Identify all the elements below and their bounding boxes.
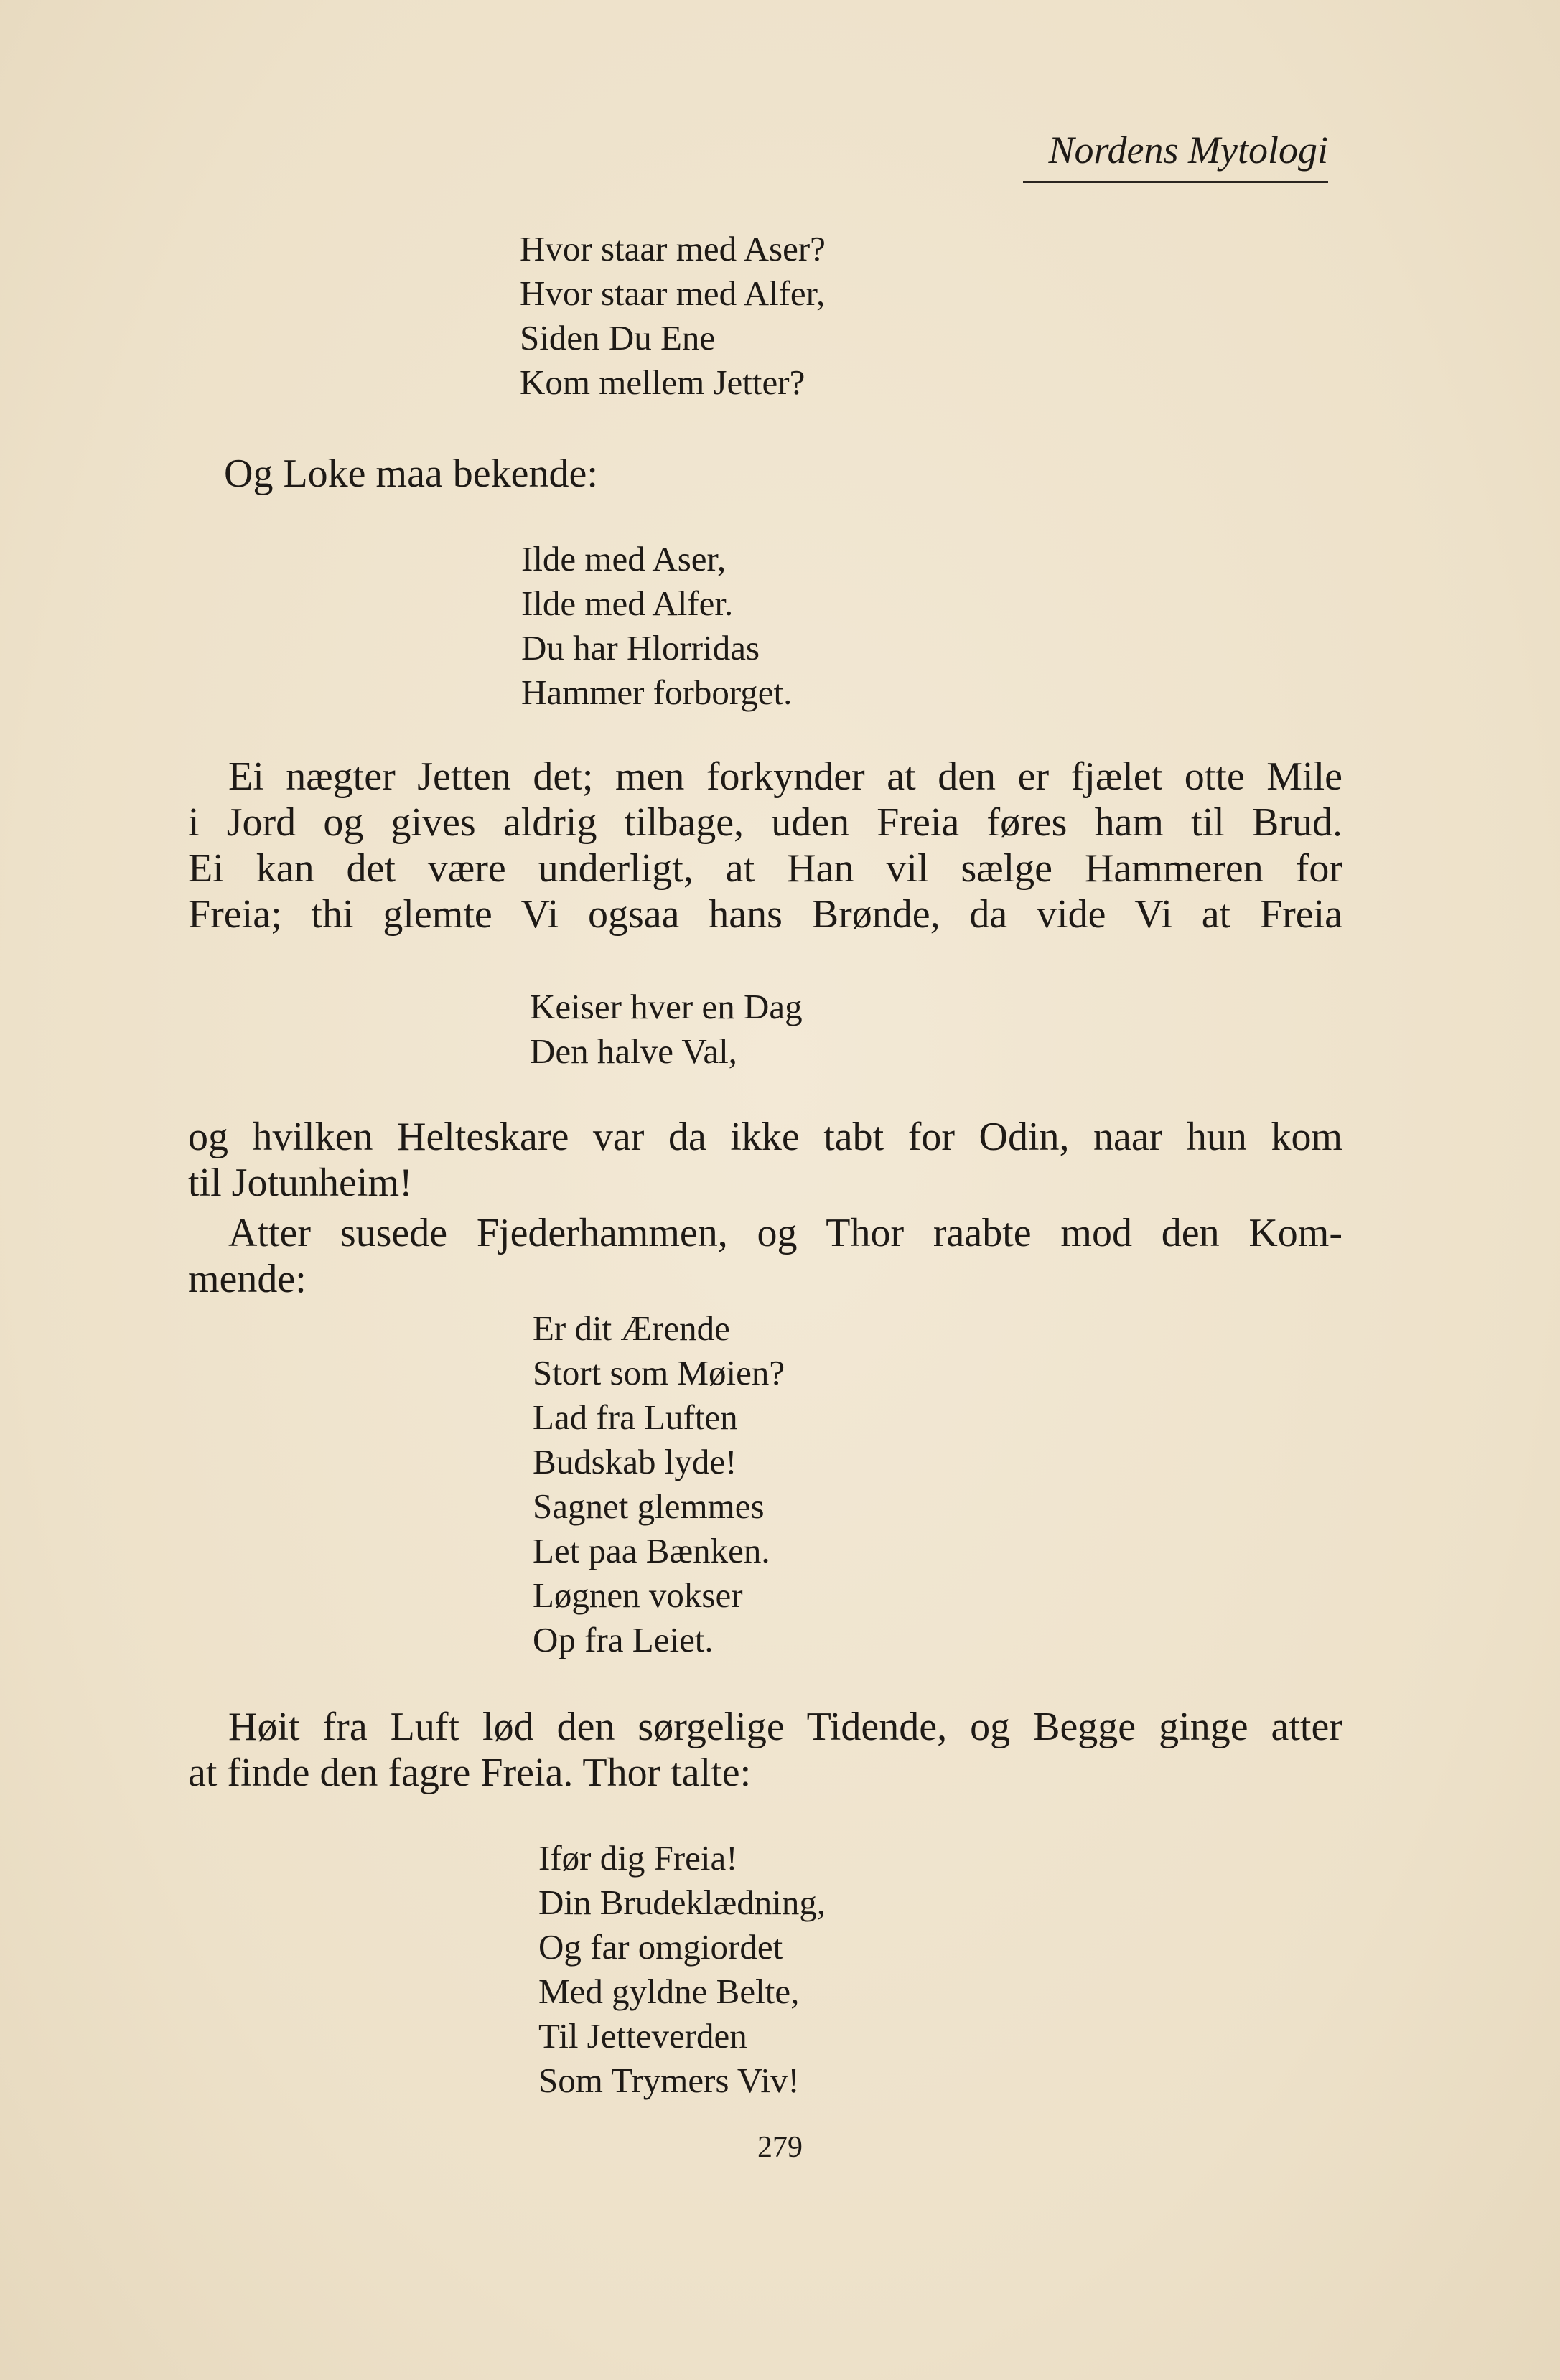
verse-line: Let paa Bænken. bbox=[533, 1531, 770, 1570]
verse-line: Den halve Val, bbox=[530, 1031, 737, 1071]
verse-line: Kom mellem Jetter? bbox=[520, 362, 805, 402]
prose-line: Ei kan det være underligt, at Han vil sælge Hammeren for bbox=[188, 846, 1342, 891]
verse-line: Hvor staar med Aser? bbox=[520, 229, 826, 268]
prose-line: i Jord og gives aldrig tilbage, uden Freia føres ham til Brud. bbox=[188, 800, 1342, 845]
prose-line: Ei nægter Jetten det; men forkynder at den er fjælet otte Mile bbox=[228, 754, 1342, 799]
prose-paragraph bbox=[224, 451, 598, 497]
verse-stanza bbox=[533, 1306, 785, 1662]
prose-line: Atter susede Fjederhammen, og Thor raabte mod den Kom- bbox=[228, 1211, 1342, 1255]
prose-line: Høit fra Luft lød den sørgelige Tidende, og Begge ginge atter bbox=[228, 1705, 1342, 1749]
verse-stanza bbox=[530, 985, 803, 1074]
verse-line: Med gyldne Belte, bbox=[538, 1972, 800, 2011]
page-number: 279 bbox=[757, 2131, 803, 2164]
verse-line: Din Brudeklædning, bbox=[538, 1883, 826, 1922]
verse-line: Er dit Ærende bbox=[533, 1308, 730, 1348]
prose-paragraph bbox=[188, 1210, 1342, 1302]
verse-line: Ilde med Aser, bbox=[521, 539, 727, 578]
verse-line: Hvor staar med Alfer, bbox=[520, 273, 826, 313]
verse-line: Hammer forborget. bbox=[521, 673, 793, 712]
running-title: Nordens Mytologi bbox=[1023, 128, 1328, 183]
verse-line: Sagnet glemmes bbox=[533, 1486, 765, 1526]
prose-line: til Jotunheim! bbox=[188, 1161, 413, 1205]
verse-line: Budskab lyde! bbox=[533, 1442, 737, 1481]
prose-line: og hvilken Helteskare var da ikke tabt for Odin, naar hun kom bbox=[188, 1115, 1342, 1159]
verse-line: Du har Hlorridas bbox=[521, 628, 760, 667]
verse-line: Som Trymers Viv! bbox=[538, 2061, 800, 2100]
verse-line: Siden Du Ene bbox=[520, 318, 716, 357]
verse-line: Lad fra Luften bbox=[533, 1397, 738, 1437]
prose-line: Freia; thi glemte Vi ogsaa hans Brønde, da vide Vi at Freia bbox=[188, 892, 1342, 937]
verse-line: Til Jetteverden bbox=[538, 2016, 747, 2056]
prose-paragraph bbox=[188, 1114, 1342, 1206]
verse-stanza bbox=[538, 1836, 826, 2103]
verse-line: Ilde med Alfer. bbox=[521, 584, 734, 623]
verse-stanza bbox=[520, 227, 826, 405]
prose-paragraph bbox=[188, 754, 1342, 937]
prose-line: Og Loke maa bekende: bbox=[224, 451, 598, 496]
verse-line: Løgnen vokser bbox=[533, 1575, 743, 1615]
prose-line: at finde den fagre Freia. Thor talte: bbox=[188, 1751, 752, 1795]
prose-line: mende: bbox=[188, 1257, 307, 1301]
verse-line: Ifør dig Freia! bbox=[538, 1838, 738, 1878]
verse-line: Keiser hver en Dag bbox=[530, 987, 803, 1026]
verse-stanza bbox=[521, 537, 792, 715]
verse-line: Stort som Møien? bbox=[533, 1353, 785, 1392]
prose-paragraph bbox=[188, 1704, 1342, 1796]
verse-line: Op fra Leiet. bbox=[533, 1620, 714, 1659]
verse-line: Og far omgiordet bbox=[538, 1927, 783, 1967]
